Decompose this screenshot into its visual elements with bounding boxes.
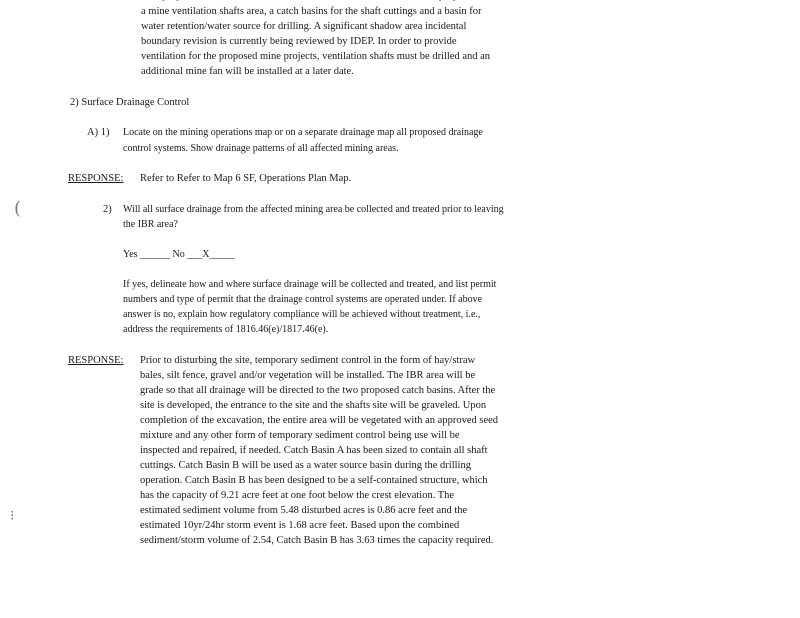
item2-label: 2) [103, 204, 112, 215]
response1-text: Refer to Refer to Map 6 SF, Operations Plan Map. [140, 173, 352, 184]
response2-line-1: bales, silt fence, gravel and/or vegetation will be installed. The IBR area will be [140, 370, 476, 381]
response2-line-9: has the capacity of 9.21 acre feet at one foot below the crest elevation. The [140, 490, 455, 501]
response2-line-0: Prior to disturbing the site, temporary sediment control in the form of hay/straw [140, 355, 476, 366]
top-response-label [70, 0, 125, 3]
response1-label: RESPONSE: [68, 173, 124, 184]
top-line-1: a mine ventilation shafts area, a catch basins for the shaft cuttings and a basin for [141, 6, 482, 17]
top-line-4: ventilation for the proposed mine projects, ventilation shafts must be drilled and an [141, 51, 491, 62]
item-a-label: A) 1) [87, 127, 110, 138]
ifyes-line-2: answer is no, explain how regulatory compliance will be achieved without treatment, i.e., [123, 309, 481, 320]
response2-line-8: operation. Catch Basin B has been designed to be a self-contained structure, which [140, 475, 488, 486]
top-line-2: water retention/water source for drilling. A significant shadow area incidental [141, 21, 467, 32]
top-line-5: additional mine fan will be installed at a later date. [141, 66, 354, 77]
yes-no-line: Yes ______ No ___X_____ [123, 249, 235, 260]
top-line-3: boundary revision is currently being reviewed by IDEP. In order to provide [141, 36, 457, 47]
response2-line-5: mixture and any other form of temporary sediment control being use will be [140, 430, 460, 441]
response2-line-6: inspected and repaired, if needed. Catch Basin A has been sized to contain all shaft [140, 445, 488, 456]
item-a-line-1: control systems. Show drainage patterns of all affected mining areas. [123, 143, 399, 154]
response2-line-7: cuttings. Catch Basin B will be used as a water source basin during the drilling [140, 460, 471, 471]
ifyes-line-3: address the requirements of 1816.46(e)/1817.46(e). [123, 324, 329, 335]
margin-punch-mark: ⁝ [10, 508, 15, 524]
response2-line-11: estimated 10yr/24hr storm event is 1.68 acre feet. Based upon the combined [140, 520, 460, 531]
item-a-line-0: Locate on the mining operations map or on a separate drainage map all proposed drainage [123, 127, 483, 138]
response2-line-3: site is developed, the entrance to the site and the shafts site will be graveled. Upon [140, 400, 487, 411]
response2-line-2: grade so that all drainage will be directed to the two proposed catch basins. After the [140, 385, 496, 396]
top-line-0 [141, 0, 477, 3]
section-heading: 2) Surface Drainage Control [70, 97, 190, 108]
ifyes-line-1: numbers and type of permit that the drainage control systems are operated under. If above [123, 294, 483, 305]
response2-label: RESPONSE: [68, 355, 124, 366]
ifyes-line-0: If yes, delineate how and where surface drainage will be collected and treated, and list permit [123, 279, 497, 290]
response2-line-4: completion of the excavation, the entire area will be vegetated with an approved seed [140, 415, 499, 426]
response2-line-12: sediment/storm volume of 2.54, Catch Basin B has 3.63 times the capacity required. [140, 535, 494, 546]
item2-line-1: the IBR area? [123, 219, 178, 230]
item2-line-0: Will all surface drainage from the affected mining area be collected and treated prior to leaving [123, 204, 504, 215]
response2-line-10: estimated sediment volume from 5.48 disturbed acres is 0.86 acre feet and the [140, 505, 468, 516]
margin-punch-mark: ( [14, 198, 22, 219]
